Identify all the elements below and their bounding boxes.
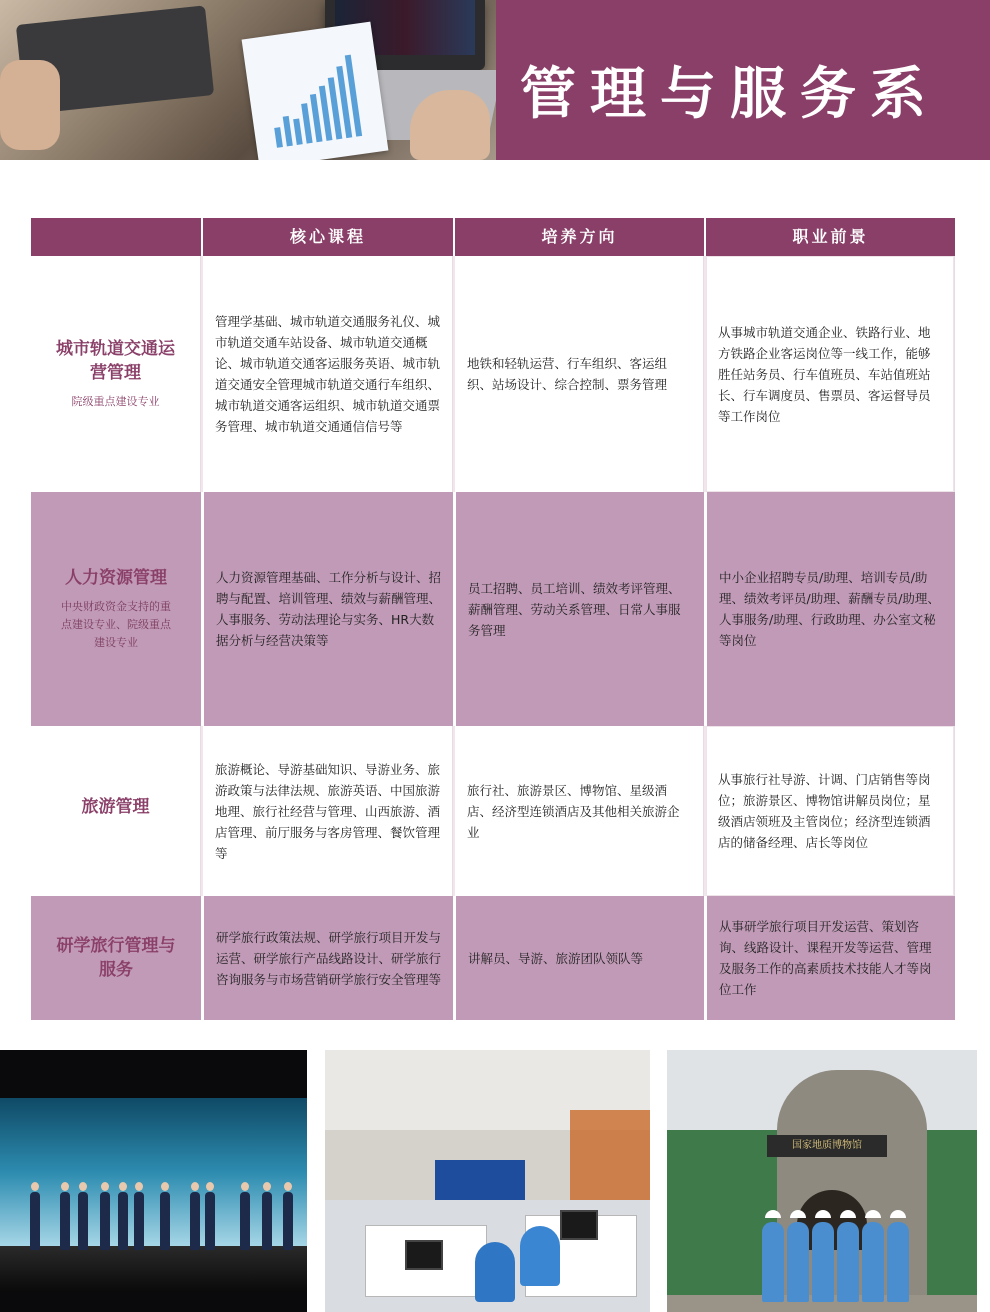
major-name: 城市轨道交通运营管理 [56,339,175,383]
header-photo-office [0,0,500,160]
header-career: 职业前景 [704,218,955,256]
major-note: 院级重点建设专业 [71,395,160,408]
table-row [31,492,955,726]
photo-computer-lab [325,1050,650,1312]
major-name: 研学旅行管理与服务 [56,936,176,980]
major-cell [31,896,201,1020]
major-cell [31,492,201,726]
photo-stage-performance [0,1050,307,1312]
major-cell [31,256,201,492]
courses-cell: 研学旅行政策法规、研学旅行项目开发与运营、研学旅行产品线路设计、研学旅行咨询服务与市场营销研学旅行安全管理等 [201,896,453,1020]
direction-cell: 地铁和轻轨运营、行车组织、客运组织、站场设计、综合控制、票务管理 [453,256,704,492]
direction-cell: 旅行社、旅游景区、博物馆、星级酒店、经济型连锁酒店及其他相关旅游企业 [453,726,704,896]
direction-cell: 员工招聘、员工培训、绩效考评管理、薪酬管理、劳动关系管理、日常人事服务管理 [453,492,704,726]
career-cell: 从事研学旅行项目开发运营、策划咨询、线路设计、课程开发等运营、管理及服务工作的高素质技术技能人才等岗位工作 [704,896,955,1020]
museum-sign: 国家地质博物馆 [767,1135,887,1157]
table-row [31,726,955,896]
major-note: 中央财政资金支持的重点建设专业、院级重点建设专业 [61,600,171,649]
courses-cell: 管理学基础、城市轨道交通服务礼仪、城市轨道交通车站设备、城市轨道交通概论、城市轨道交通客运服务英语、城市轨道交通安全管理城市轨道交通行车组织、城市轨道交通客运组织、城市轨道交通票务管理、城市轨道交通通信信号等 [201,256,453,492]
direction-cell: 讲解员、导游、旅游团队领队等 [453,896,704,1020]
career-cell: 从事旅行社导游、计调、门店销售等岗位；旅游景区、博物馆讲解员岗位；星级酒店领班及主管岗位；经济型连锁酒店的储备经理、店长等岗位 [704,726,955,896]
header-empty [31,218,201,256]
header-courses: 核心课程 [201,218,453,256]
courses-cell: 旅游概论、导游基础知识、导游业务、旅游政策与法律法规、旅游英语、中国旅游地理、旅行社经营与管理、山西旅游、酒店管理、前厅服务与客房管理、餐饮管理等 [201,726,453,896]
chart-paper [242,22,389,160]
table-row [31,256,955,492]
major-name: 旅游管理 [81,797,150,817]
career-cell: 中小企业招聘专员/助理、培训专员/助理、绩效考评员/助理、薪酬专员/助理、人事服务/助理、行政助理、办公室文秘等岗位 [704,492,955,726]
header-direction: 培养方向 [453,218,704,256]
courses-cell: 人力资源管理基础、工作分析与设计、招聘与配置、培训管理、绩效与薪酬管理、人事服务、劳动法理论与实务、HR大数据分析与经营决策等 [201,492,453,726]
major-name: 人力资源管理 [65,568,167,588]
photo-museum-guides [667,1050,977,1312]
table-row [31,896,955,1020]
page-title: 管理与服务系 [520,61,940,127]
career-cell: 从事城市轨道交通企业、铁路行业、地方铁路企业客运岗位等一线工作，能够胜任站务员、行车值班员、车站值班站长、行车调度员、售票员、客运督导员等工作岗位 [704,256,955,492]
table-header [31,218,955,256]
major-cell [31,726,201,896]
